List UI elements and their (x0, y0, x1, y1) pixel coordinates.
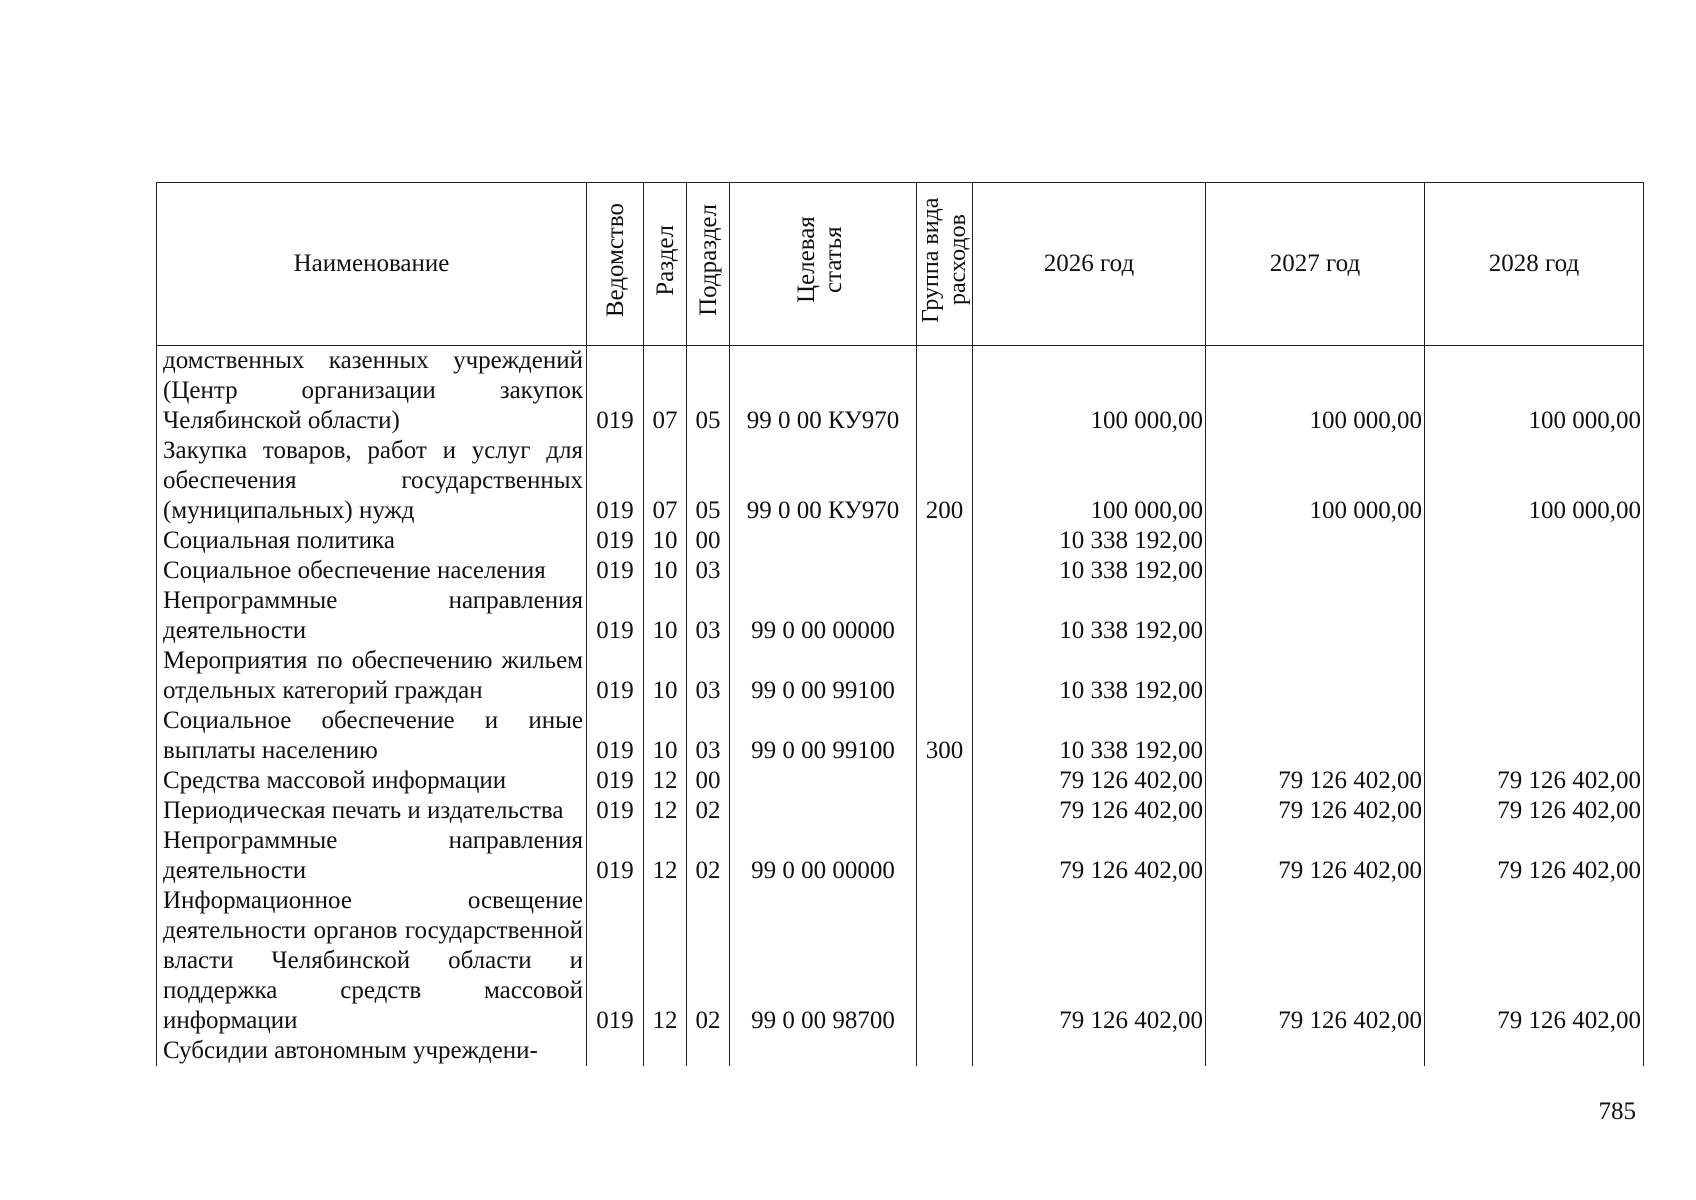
cell-gruppa-vida: 300 (917, 706, 973, 766)
header-podrazdel: Подраздел (687, 183, 730, 346)
cell-2027: 79 126 402,00 (1206, 886, 1425, 1036)
cell-name: Информационное освещение деятельности органов государственной власти Челябинской области и поддержка средств массовой информации (157, 886, 587, 1036)
table-row (157, 586, 1644, 646)
cell-celevaya-statya (730, 556, 917, 586)
table-row (157, 706, 1644, 766)
cell-celevaya-statya: 99 0 00 00000 (730, 586, 917, 646)
cell-2027: 79 126 402,00 (1206, 796, 1425, 826)
header-2028: 2028 год (1425, 183, 1644, 346)
cell-2026: 10 338 192,00 (973, 556, 1206, 586)
cell-vedomstvo: 019 (587, 436, 644, 526)
cell-gruppa-vida (917, 886, 973, 1036)
cell-razdel: 10 (644, 706, 687, 766)
cell-celevaya-statya: 99 0 00 98700 (730, 886, 917, 1036)
table-row (157, 436, 1644, 526)
cell-vedomstvo: 019 (587, 526, 644, 556)
cell-gruppa-vida (917, 826, 973, 886)
table-row (157, 346, 1644, 437)
table-row (157, 556, 1644, 586)
cell-podrazdel: 02 (687, 826, 730, 886)
cell-2026: 10 338 192,00 (973, 526, 1206, 556)
cell-2028 (1425, 706, 1644, 766)
table-body (157, 346, 1644, 1067)
cell-2026: 79 126 402,00 (973, 886, 1206, 1036)
cell-vedomstvo: 019 (587, 556, 644, 586)
cell-2028: 79 126 402,00 (1425, 796, 1644, 826)
cell-2026: 10 338 192,00 (973, 586, 1206, 646)
header-name: Наименование (157, 183, 587, 346)
table-row (157, 886, 1644, 1036)
cell-name: Мероприятия по обеспечению жильем отдельных категорий граждан (157, 646, 587, 706)
table-row (157, 1036, 1644, 1066)
cell-vedomstvo: 019 (587, 706, 644, 766)
cell-2027: 100 000,00 (1206, 436, 1425, 526)
cell-podrazdel: 03 (687, 556, 730, 586)
cell-2027 (1206, 526, 1425, 556)
header-gruppa-vida-rashodov: Группа вида расходов (917, 183, 973, 346)
cell-vedomstvo: 019 (587, 346, 644, 437)
cell-2028: 100 000,00 (1425, 436, 1644, 526)
cell-gruppa-vida (917, 556, 973, 586)
table-row (157, 796, 1644, 826)
cell-name: Закупка товаров, работ и услуг для обеспечения государственных (муниципальных) нужд (157, 436, 587, 526)
cell-gruppa-vida (917, 1036, 973, 1066)
cell-2027 (1206, 646, 1425, 706)
cell-podrazdel: 05 (687, 346, 730, 437)
cell-2028 (1425, 526, 1644, 556)
cell-podrazdel: 03 (687, 586, 730, 646)
cell-razdel: 10 (644, 556, 687, 586)
cell-razdel: 12 (644, 886, 687, 1036)
table-header-row (157, 183, 1644, 346)
cell-2028 (1425, 556, 1644, 586)
cell-gruppa-vida (917, 766, 973, 796)
cell-name: Субсидии автономным учреждени- (157, 1036, 587, 1066)
cell-2026: 10 338 192,00 (973, 646, 1206, 706)
cell-2026: 100 000,00 (973, 346, 1206, 437)
cell-celevaya-statya: 99 0 00 00000 (730, 826, 917, 886)
cell-podrazdel: 03 (687, 646, 730, 706)
page-number: 785 (1598, 1098, 1636, 1125)
cell-vedomstvo: 019 (587, 826, 644, 886)
cell-vedomstvo: 019 (587, 586, 644, 646)
cell-2027 (1206, 556, 1425, 586)
cell-gruppa-vida (917, 796, 973, 826)
header-2026: 2026 год (973, 183, 1206, 346)
cell-vedomstvo: 019 (587, 766, 644, 796)
cell-2027: 100 000,00 (1206, 346, 1425, 437)
cell-name: Социальная политика (157, 526, 587, 556)
cell-razdel: 10 (644, 586, 687, 646)
cell-razdel: 07 (644, 346, 687, 437)
cell-podrazdel: 03 (687, 706, 730, 766)
cell-name: Социальное обеспечение и иные выплаты населению (157, 706, 587, 766)
cell-gruppa-vida: 200 (917, 436, 973, 526)
cell-celevaya-statya: 99 0 00 КУ970 (730, 346, 917, 437)
cell-celevaya-statya (730, 526, 917, 556)
cell-razdel: 12 (644, 796, 687, 826)
cell-celevaya-statya: 99 0 00 99100 (730, 646, 917, 706)
cell-razdel: 12 (644, 766, 687, 796)
cell-podrazdel (687, 1036, 730, 1066)
cell-name: Периодическая печать и издательства (157, 796, 587, 826)
cell-2026: 100 000,00 (973, 436, 1206, 526)
cell-gruppa-vida (917, 346, 973, 437)
table-row (157, 526, 1644, 556)
cell-razdel: 10 (644, 526, 687, 556)
cell-name: домственных казенных учреждений (Центр организации закупок Челябинской области) (157, 346, 587, 437)
header-vedomstvo: Ведомство (587, 183, 644, 346)
cell-vedomstvo: 019 (587, 796, 644, 826)
table-row (157, 826, 1644, 886)
cell-2028 (1425, 1036, 1644, 1066)
cell-gruppa-vida (917, 586, 973, 646)
header-razdel: Раздел (644, 183, 687, 346)
cell-razdel (644, 1036, 687, 1066)
cell-2028 (1425, 646, 1644, 706)
cell-gruppa-vida (917, 646, 973, 706)
cell-2027 (1206, 586, 1425, 646)
cell-vedomstvo: 019 (587, 646, 644, 706)
header-celevaya-statya: Целевая статья (730, 183, 917, 346)
cell-name: Непрограммные направления деятельности (157, 586, 587, 646)
cell-razdel: 10 (644, 646, 687, 706)
cell-celevaya-statya: 99 0 00 КУ970 (730, 436, 917, 526)
cell-celevaya-statya (730, 1036, 917, 1066)
cell-name: Непрограммные направления деятельности (157, 826, 587, 886)
table-row (157, 646, 1644, 706)
cell-2026: 79 126 402,00 (973, 766, 1206, 796)
cell-2028: 79 126 402,00 (1425, 826, 1644, 886)
cell-2026: 10 338 192,00 (973, 706, 1206, 766)
cell-podrazdel: 02 (687, 796, 730, 826)
cell-2026 (973, 1036, 1206, 1066)
cell-podrazdel: 02 (687, 886, 730, 1036)
table-row (157, 766, 1644, 796)
cell-2027 (1206, 1036, 1425, 1066)
cell-gruppa-vida (917, 526, 973, 556)
cell-razdel: 12 (644, 826, 687, 886)
cell-razdel: 07 (644, 436, 687, 526)
cell-celevaya-statya (730, 796, 917, 826)
cell-2028 (1425, 586, 1644, 646)
cell-podrazdel: 05 (687, 436, 730, 526)
budget-table (156, 182, 1644, 1066)
cell-2028: 79 126 402,00 (1425, 886, 1644, 1036)
cell-celevaya-statya (730, 766, 917, 796)
cell-vedomstvo: 019 (587, 886, 644, 1036)
cell-2027 (1206, 706, 1425, 766)
cell-name: Социальное обеспечение населения (157, 556, 587, 586)
header-2027: 2027 год (1206, 183, 1425, 346)
cell-vedomstvo (587, 1036, 644, 1066)
cell-2027: 79 126 402,00 (1206, 826, 1425, 886)
cell-2028: 79 126 402,00 (1425, 766, 1644, 796)
cell-2027: 79 126 402,00 (1206, 766, 1425, 796)
cell-2026: 79 126 402,00 (973, 826, 1206, 886)
cell-celevaya-statya: 99 0 00 99100 (730, 706, 917, 766)
cell-name: Средства массовой информации (157, 766, 587, 796)
cell-podrazdel: 00 (687, 766, 730, 796)
cell-podrazdel: 00 (687, 526, 730, 556)
cell-2028: 100 000,00 (1425, 346, 1644, 437)
cell-2026: 79 126 402,00 (973, 796, 1206, 826)
